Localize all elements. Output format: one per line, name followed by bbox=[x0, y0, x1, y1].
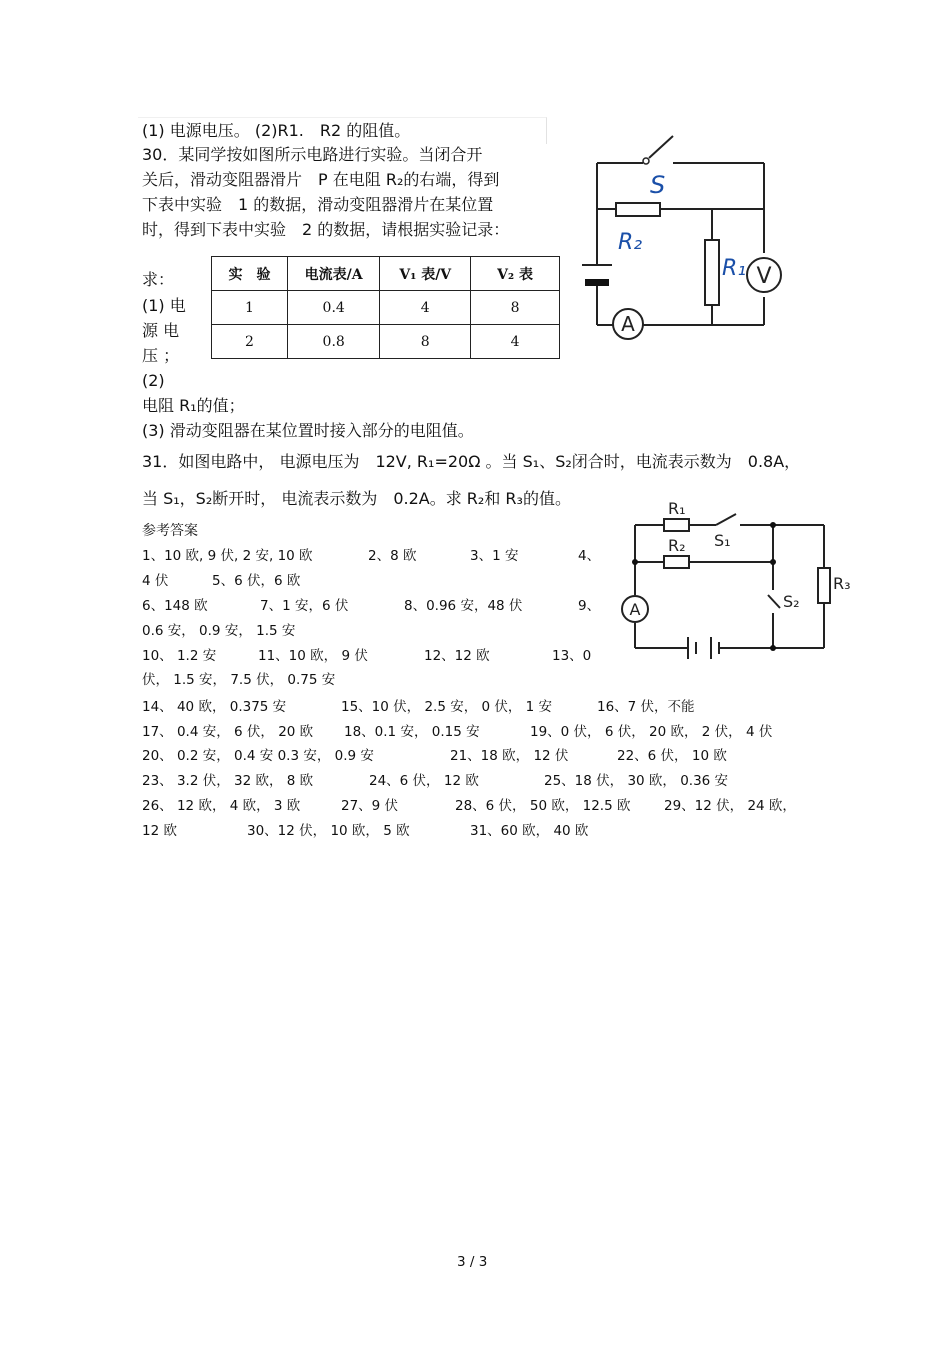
r3-resistor-icon bbox=[818, 568, 830, 603]
answer-item: 6、148 欧 bbox=[142, 598, 208, 614]
battery-icon bbox=[688, 637, 719, 659]
q30-sub1-line-2: 源 电 bbox=[142, 321, 180, 340]
r1-resistor-icon bbox=[705, 240, 719, 305]
q30-circuit-diagram bbox=[570, 125, 800, 365]
table-cell: 2 bbox=[212, 325, 288, 359]
answer-item: 13、0 bbox=[552, 648, 592, 664]
table-cell: 8 bbox=[380, 325, 471, 359]
answers-title: 参考答案 bbox=[142, 523, 198, 539]
answer-item: 10、 1.2 安 bbox=[142, 648, 217, 664]
answer-item: 16、7 伏，不能 bbox=[597, 699, 695, 715]
q30-line-3: 下表中实验 1 的数据，滑动变阻器滑片在某位置 bbox=[142, 195, 494, 214]
table-cell: 1 bbox=[212, 291, 288, 325]
table-header: 实 验 bbox=[212, 257, 288, 291]
answer-item: 11、10 欧， 9 伏 bbox=[258, 648, 368, 664]
answer-item: 1、10 欧, 9 伏, 2 安, 10 欧 bbox=[142, 548, 313, 564]
junction-dot-icon bbox=[770, 522, 776, 528]
q30-line-1: 30．某同学按如图所示电路进行实验。当闭合开 bbox=[142, 145, 483, 164]
experiment-table-wrap bbox=[211, 256, 560, 360]
answer-item: 4、 bbox=[578, 548, 601, 564]
answer-item: 2、8 欧 bbox=[368, 548, 417, 564]
q30-line-2: 关后，滑动变阻器滑片 P 在电阻 R₂的右端，得到 bbox=[142, 170, 500, 189]
junction-dot-icon bbox=[632, 559, 638, 565]
table-header: V₂ 表 bbox=[471, 257, 560, 291]
answer-item: 18、0.1 安， 0.15 安 bbox=[344, 724, 480, 740]
r2-resistor-icon bbox=[664, 556, 689, 568]
answer-item: 26、 12 欧， 4 欧， 3 欧 bbox=[142, 798, 301, 814]
answer-item: 20、 0.2 安， 0.4 安 0.3 安， 0.9 安 bbox=[142, 748, 374, 764]
q31-line-1: 31．如图电路中， 电源电压为 12V, R₁=20Ω 。当 S₁、S₂闭合时，电流表示数为 0.8A， bbox=[142, 452, 801, 471]
q30-sub1-line-3: 压 ； bbox=[142, 346, 180, 365]
answer-item: 30、12 伏， 10 欧， 5 欧 bbox=[247, 823, 410, 839]
q30-ask: 求： bbox=[142, 270, 175, 289]
r2-label: R₂ bbox=[668, 536, 686, 555]
answer-item: 12、12 欧 bbox=[424, 648, 490, 664]
junction-dot-icon bbox=[770, 645, 776, 651]
answer-item: 19、0 伏， 6 伏， 20 欧， 2 伏， 4 伏 bbox=[530, 724, 773, 740]
s2-label: S₂ bbox=[783, 592, 800, 611]
r3-label: R₃ bbox=[833, 574, 851, 593]
r1-label: R₁ bbox=[722, 256, 747, 281]
answer-item: 15、10 伏， 2.5 安， 0 伏， 1 安 bbox=[341, 699, 553, 715]
voltmeter-label: V bbox=[756, 264, 772, 289]
table-cell: 0.8 bbox=[287, 325, 379, 359]
answer-item: 29、12 伏， 24 欧， bbox=[664, 798, 796, 814]
answer-item: 17、 0.4 安， 6 伏， 20 欧 bbox=[142, 724, 314, 740]
r1-label: R₁ bbox=[668, 499, 686, 518]
answer-item: 24、6 伏， 12 欧 bbox=[369, 773, 479, 789]
ammeter-label: A bbox=[621, 312, 635, 336]
table-cell: 4 bbox=[380, 291, 471, 325]
answer-item: 4 伏 bbox=[142, 573, 169, 589]
battery-short-plate-icon bbox=[585, 279, 609, 286]
table-header: 电流表/A bbox=[287, 257, 379, 291]
q30-sub2-text: 电阻 R₁的值； bbox=[142, 396, 245, 415]
q30-sub3: (3) 滑动变阻器在某位置时接入部分的电阻值。 bbox=[142, 421, 474, 440]
answer-item: 23、 3.2 伏， 32 欧， 8 欧 bbox=[142, 773, 314, 789]
answer-item: 25、18 伏， 30 欧， 0.36 安 bbox=[544, 773, 729, 789]
q30-sub2-label: (2) bbox=[142, 371, 165, 390]
answer-item: 22、6 伏， 10 欧 bbox=[617, 748, 727, 764]
junction-dot-icon bbox=[770, 559, 776, 565]
answer-item: 3、1 安 bbox=[470, 548, 519, 564]
s1-label: S₁ bbox=[714, 531, 731, 550]
answer-item: 8、0.96 安，48 伏 bbox=[404, 598, 523, 614]
r2-label: R₂ bbox=[618, 230, 643, 255]
switch-label: S bbox=[650, 171, 666, 199]
q30-sub1-line-1: (1) 电 bbox=[142, 296, 186, 315]
answer-item: 5、6 伏，6 欧 bbox=[212, 573, 301, 589]
answer-item: 12 欧 bbox=[142, 823, 177, 839]
answer-item: 0.6 安， 0.9 安， 1.5 安 bbox=[142, 623, 296, 639]
answer-item: 21、18 欧， 12 伏 bbox=[450, 748, 569, 764]
page-number: 3 / 3 bbox=[457, 1254, 488, 1270]
ammeter-label: A bbox=[629, 600, 641, 619]
answer-item: 9、 bbox=[578, 598, 601, 614]
table-cell: 8 bbox=[471, 291, 560, 325]
table-header: V₁ 表/V bbox=[380, 257, 471, 291]
q30-line-4: 时，得到下表中实验 2 的数据，请根据实验记录： bbox=[142, 220, 510, 239]
experiment-table bbox=[211, 256, 560, 359]
q31-line-2: 当 S₁，S₂断开时， 电流表示数为 0.2A。求 R₂和 R₃的值。 bbox=[142, 489, 571, 508]
table-cell: 0.4 bbox=[287, 291, 379, 325]
table-cell: 4 bbox=[471, 325, 560, 359]
q31-circuit-diagram bbox=[618, 495, 868, 665]
answer-item: 27、9 伏 bbox=[341, 798, 399, 814]
answer-item: 伏， 1.5 安， 7.5 伏， 0.75 安 bbox=[142, 672, 336, 688]
r2-resistor-icon bbox=[616, 203, 660, 216]
answer-item: 28、6 伏， 50 欧， 12.5 欧 bbox=[455, 798, 631, 814]
answer-item: 31、60 欧， 40 欧 bbox=[470, 823, 589, 839]
q29-tail: (1) 电源电压。 (2)R1. R2 的阻值。 bbox=[142, 121, 411, 140]
r1-resistor-icon bbox=[664, 519, 689, 531]
table-row bbox=[212, 325, 560, 359]
switch-contact-icon bbox=[643, 158, 649, 164]
table-row bbox=[212, 291, 560, 325]
answer-item: 14、 40 欧， 0.375 安 bbox=[142, 699, 287, 715]
answer-item: 7、1 安，6 伏 bbox=[260, 598, 349, 614]
table-header-row bbox=[212, 257, 560, 291]
